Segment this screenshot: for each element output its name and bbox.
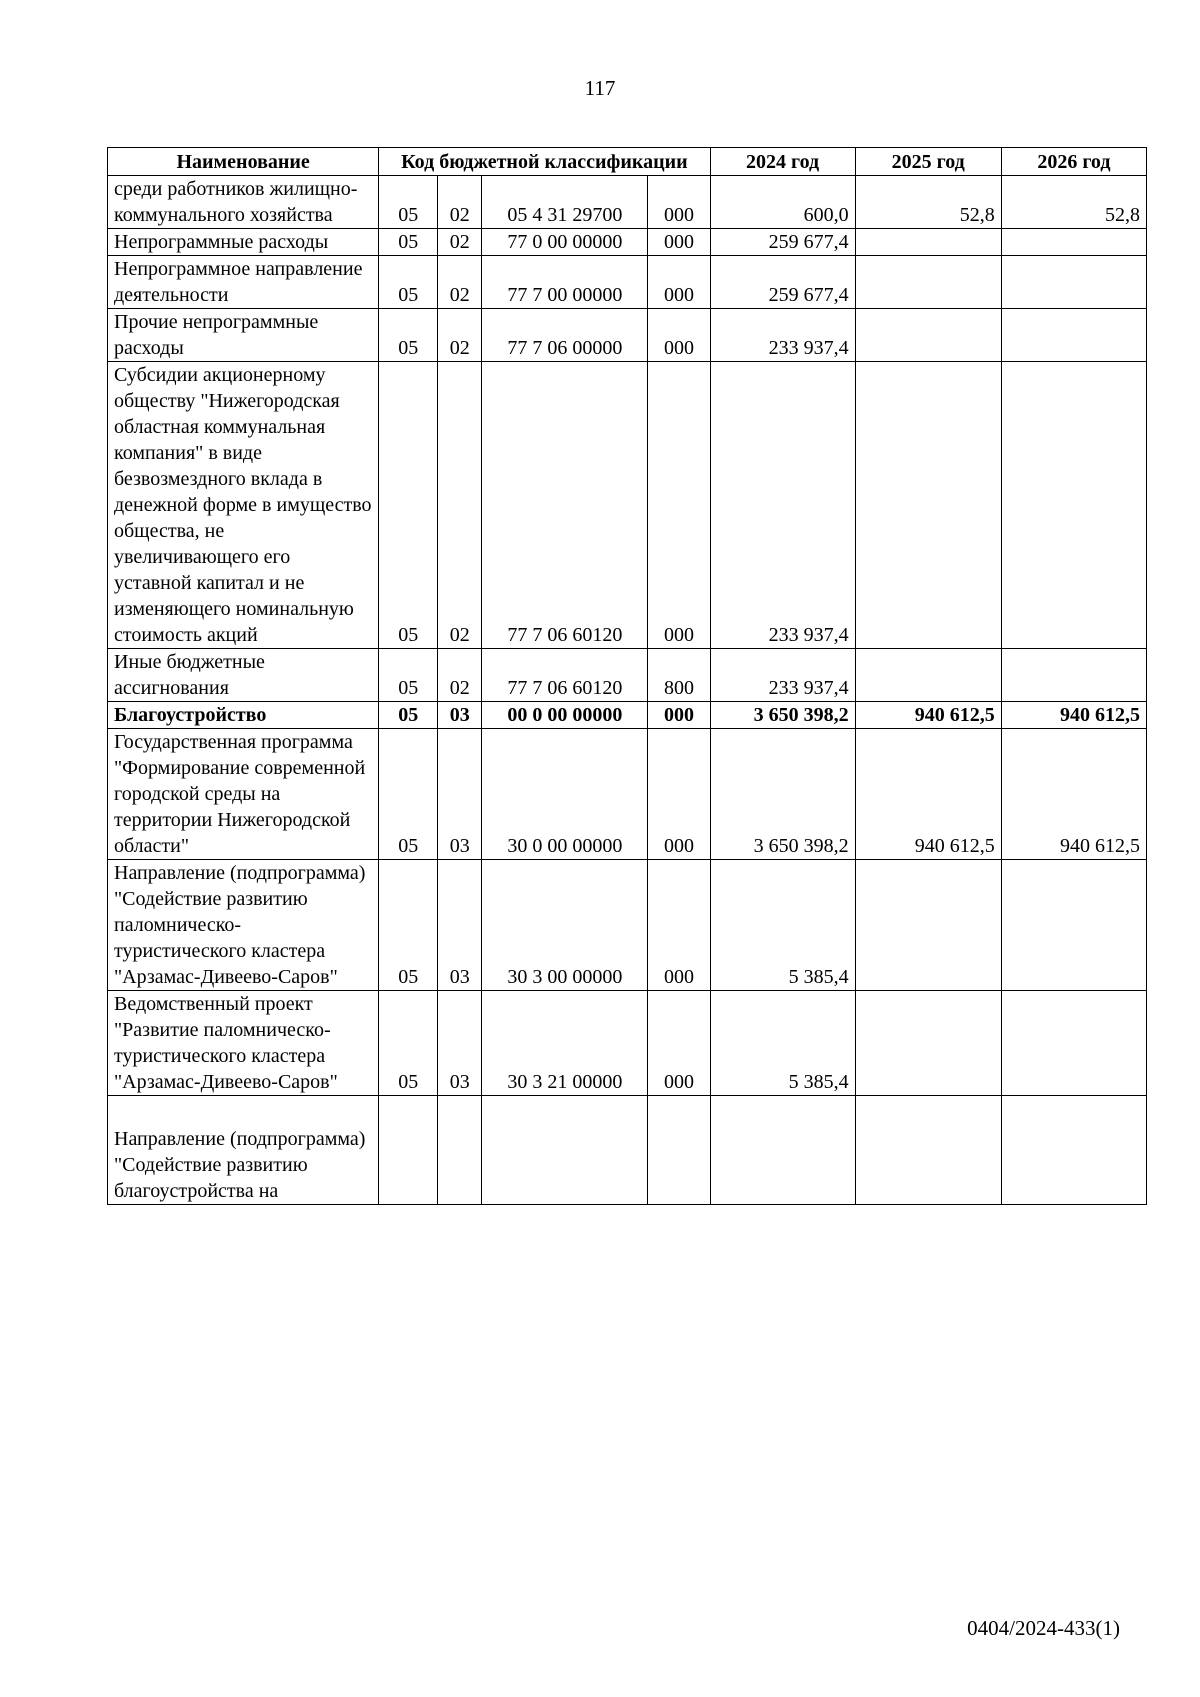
page-number: 117 [584,76,616,100]
code-section: 05 [379,176,438,229]
table-row [108,649,1147,702]
header-code: Код бюджетной классификации [379,148,710,176]
code-expense-type [648,1096,710,1205]
value-2024: 233 937,4 [710,309,855,362]
code-target [482,1096,648,1205]
code-section: 05 [379,649,438,702]
code-subsection: 02 [438,256,482,309]
value-2025 [855,860,1001,991]
value-2025 [855,256,1001,309]
value-2025: 940 612,5 [855,702,1001,729]
code-section: 05 [379,702,438,729]
budget-table [107,147,1147,1205]
table-row-section-total [108,702,1147,729]
header-name: Наименование [108,148,379,176]
code-subsection: 02 [438,309,482,362]
table-row [108,229,1147,256]
table-row [108,176,1147,229]
value-2026: 52,8 [1001,176,1146,229]
code-subsection: 02 [438,362,482,649]
row-name: Направление (подпрограмма) "Содействие развитию паломническо-туристического кластера "Арзамас-Дивеево-Саров" [108,860,379,991]
code-section: 05 [379,729,438,860]
code-subsection: 03 [438,860,482,991]
table-row [108,729,1147,860]
row-name: Иные бюджетные ассигнования [108,649,379,702]
value-2024: 3 650 398,2 [710,702,855,729]
code-expense-type: 000 [648,991,710,1096]
code-target: 30 3 21 00000 [482,991,648,1096]
code-expense-type: 000 [648,309,710,362]
table-row [108,991,1147,1096]
value-2025: 52,8 [855,176,1001,229]
header-2025: 2025 год [855,148,1001,176]
code-target: 05 4 31 29700 [482,176,648,229]
row-name: Государственная программа "Формирование современной городской среды на территории Нижегородской области" [108,729,379,860]
code-expense-type: 000 [648,362,710,649]
code-target: 30 0 00 00000 [482,729,648,860]
header-2024: 2024 год [710,148,855,176]
document-registration-code: 0404/2024-433(1) [967,1616,1120,1640]
value-2026: 940 612,5 [1001,729,1146,860]
table-row [108,309,1147,362]
row-name: Непрограммное направление деятельности [108,256,379,309]
code-target: 30 3 00 00000 [482,860,648,991]
value-2024: 3 650 398,2 [710,729,855,860]
code-subsection [438,1096,482,1205]
value-2025 [855,229,1001,256]
code-section [379,1096,438,1205]
code-section: 05 [379,229,438,256]
row-name: Благоустройство [108,702,379,729]
value-2026 [1001,649,1146,702]
code-section: 05 [379,309,438,362]
code-section: 05 [379,860,438,991]
value-2026 [1001,362,1146,649]
row-name: Прочие непрограммные расходы [108,309,379,362]
row-name: Направление (подпрограмма) "Содействие развитию благоустройства на [108,1096,379,1205]
row-name: Ведомственный проект "Развитие паломническо-туристического кластера "Арзамас-Дивеево-Саров" [108,991,379,1096]
value-2024: 233 937,4 [710,362,855,649]
table-header-row [108,148,1147,176]
code-subsection: 02 [438,176,482,229]
table-row [108,362,1147,649]
value-2024: 259 677,4 [710,256,855,309]
code-subsection: 03 [438,702,482,729]
value-2024: 5 385,4 [710,991,855,1096]
code-expense-type: 000 [648,860,710,991]
value-2026 [1001,256,1146,309]
code-expense-type: 000 [648,702,710,729]
value-2024: 233 937,4 [710,649,855,702]
code-expense-type: 000 [648,176,710,229]
value-2026 [1001,1096,1146,1205]
value-2025: 940 612,5 [855,729,1001,860]
code-target: 77 7 06 60120 [482,362,648,649]
code-target: 00 0 00 00000 [482,702,648,729]
code-expense-type: 000 [648,729,710,860]
value-2024: 259 677,4 [710,229,855,256]
value-2026 [1001,309,1146,362]
value-2025 [855,362,1001,649]
code-expense-type: 800 [648,649,710,702]
code-target: 77 7 06 00000 [482,309,648,362]
value-2025 [855,309,1001,362]
value-2024: 600,0 [710,176,855,229]
code-target: 77 7 06 60120 [482,649,648,702]
code-section: 05 [379,256,438,309]
value-2026: 940 612,5 [1001,702,1146,729]
value-2024: 5 385,4 [710,860,855,991]
table-row [108,1096,1147,1205]
code-subsection: 03 [438,729,482,860]
row-name: Непрограммные расходы [108,229,379,256]
row-name: среди работников жилищно-коммунального хозяйства [108,176,379,229]
code-expense-type: 000 [648,229,710,256]
code-target: 77 7 00 00000 [482,256,648,309]
code-subsection: 02 [438,649,482,702]
header-2026: 2026 год [1001,148,1146,176]
value-2024 [710,1096,855,1205]
table-row [108,860,1147,991]
table-row [108,256,1147,309]
value-2025 [855,991,1001,1096]
code-section: 05 [379,991,438,1096]
code-target: 77 0 00 00000 [482,229,648,256]
code-subsection: 02 [438,229,482,256]
code-subsection: 03 [438,991,482,1096]
value-2026 [1001,229,1146,256]
value-2025 [855,1096,1001,1205]
value-2026 [1001,991,1146,1096]
row-name: Субсидии акционерному обществу "Нижегородская областная коммунальная компания" в виде безвозмездного вклада в денежной форме в имущество общества, не увеличивающего его уставной капитал и не изменяющего номинальную стоимость акций [108,362,379,649]
value-2026 [1001,860,1146,991]
code-expense-type: 000 [648,256,710,309]
code-section: 05 [379,362,438,649]
value-2025 [855,649,1001,702]
